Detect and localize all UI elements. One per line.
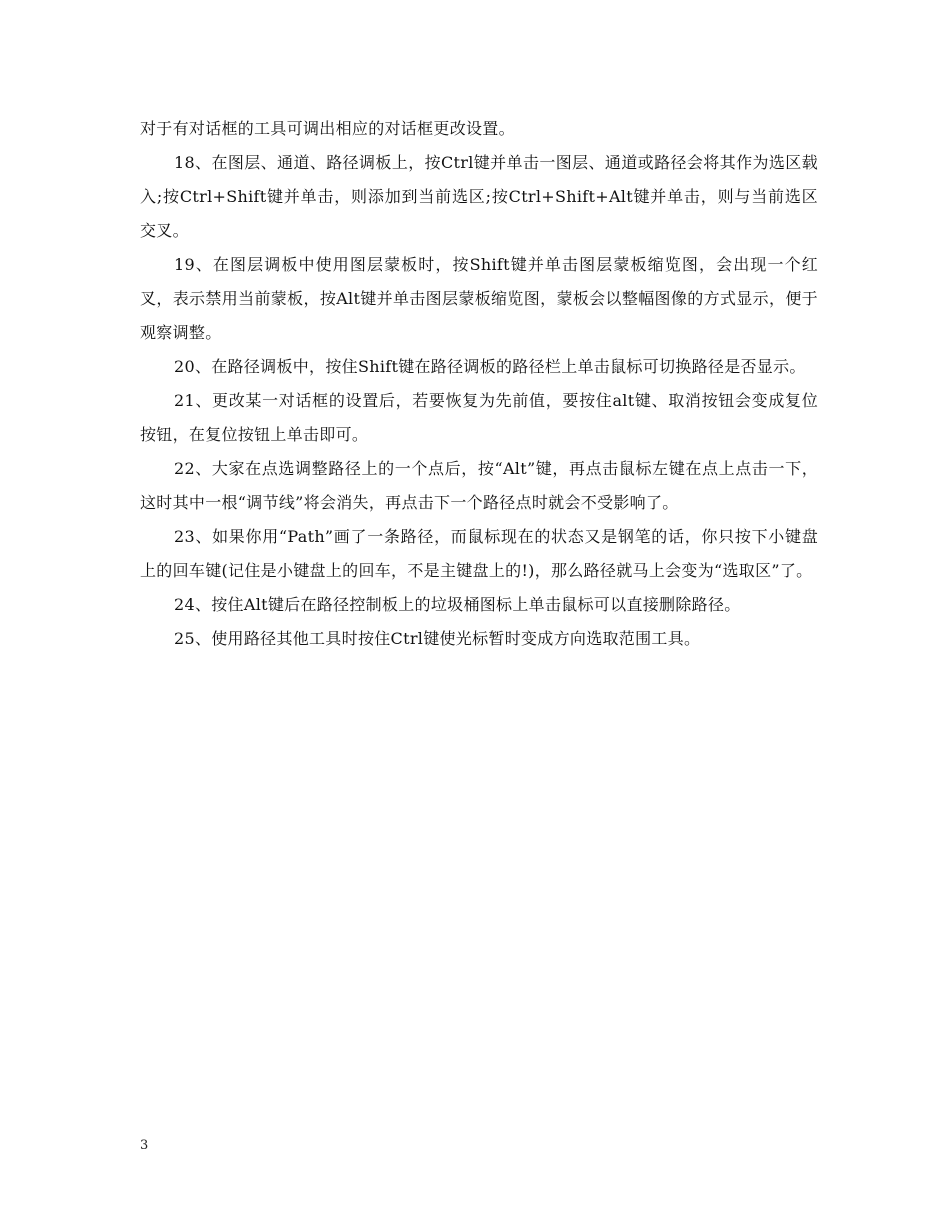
paragraph-tip-19: 19、在图层调板中使用图层蒙板时，按Shift键并单击图层蒙板缩览图，会出现一个红叉，表示禁用当前蒙板，按Alt键并单击图层蒙板缩览图，蒙板会以整幅图像的方式显示，便于观察调整。 bbox=[140, 255, 818, 342]
paragraph-tip-23: 23、如果你用“Path”画了一条路径，而鼠标现在的状态又是钢笔的话，你只按下小键盘上的回车键(记住是小键盘上的回车，不是主键盘上的!)，那么路径就马上会变为“选取区”了。 bbox=[140, 527, 818, 580]
paragraph-tip-21: 21、更改某一对话框的设置后，若要恢复为先前值，要按住alt键、取消按钮会变成复位按钮，在复位按钮上单击即可。 bbox=[140, 391, 818, 444]
paragraph-tip-20: 20、在路径调板中，按住Shift键在路径调板的路径栏上单击鼠标可切换路径是否显示。 bbox=[174, 357, 806, 376]
document-body bbox=[140, 112, 818, 656]
paragraph-continuation: 对于有对话框的工具可调出相应的对话框更改设置。 bbox=[140, 119, 515, 138]
paragraph-tip-25: 25、使用路径其他工具时按住Ctrl键使光标暂时变成方向选取范围工具。 bbox=[174, 629, 701, 648]
paragraph-tip-24: 24、按住Alt键后在路径控制板上的垃圾桶图标上单击鼠标可以直接删除路径。 bbox=[174, 595, 741, 614]
page-number: 3 bbox=[140, 1138, 149, 1153]
paragraph-tip-18: 18、在图层、通道、路径调板上，按Ctrl键并单击一图层、通道或路径会将其作为选区载入;按Ctrl+Shift键并单击，则添加到当前选区;按Ctrl+Shift+Alt键并单击，则与当前选区交叉。 bbox=[140, 153, 818, 240]
paragraph-tip-22: 22、大家在点选调整路径上的一个点后，按“Alt”键，再点击鼠标左键在点上点击一下，这时其中一根“调节线”将会消失，再点击下一个路径点时就会不受影响了。 bbox=[140, 459, 818, 512]
